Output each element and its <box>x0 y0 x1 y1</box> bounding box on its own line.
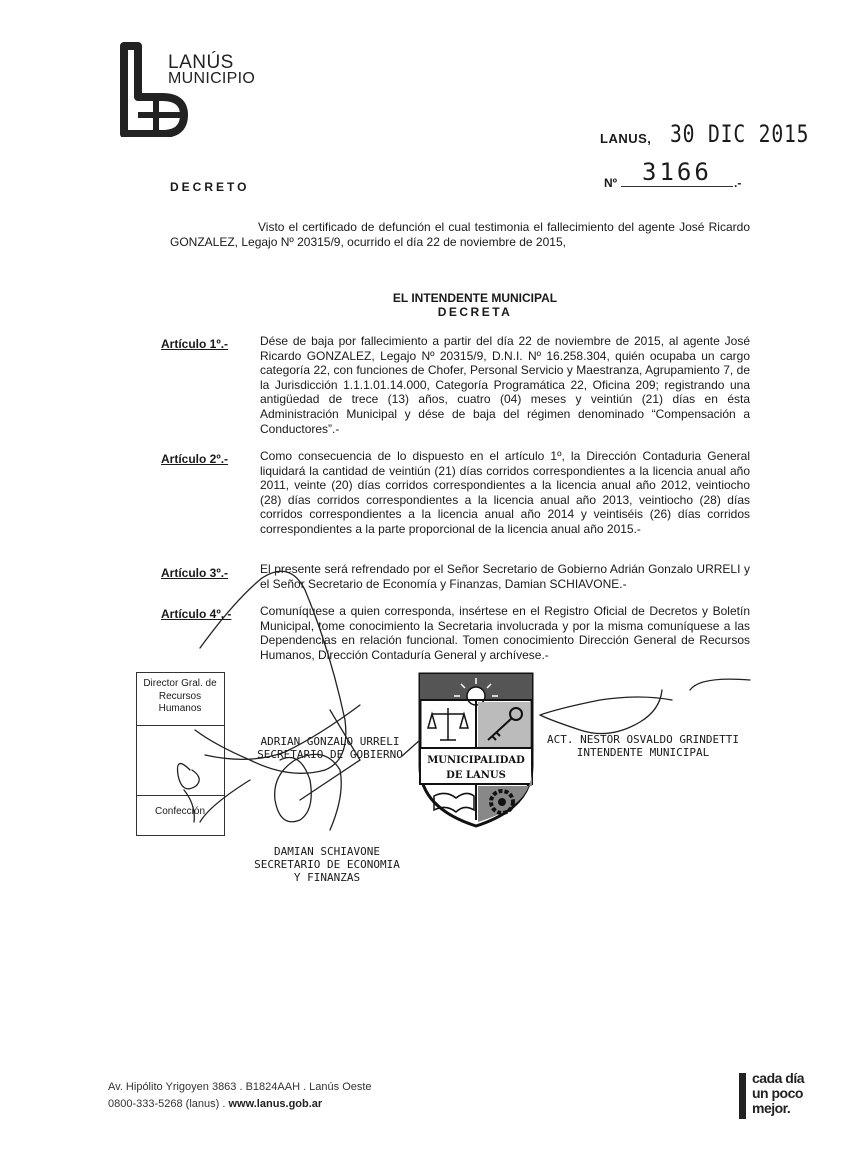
article-1-text: Dése de baja por fallecimiento a partir del día 22 de noviembre de 2015, al agente José Ricardo GONZALEZ, Legajo Nº 20315/9, D.N.I. Nº 16.258.304, quién ocupaba un cargo categoría 22, con funciones de Chofer, Personal Servicio y Maestranza, Agrupamiento 7, de la Jurisdicción 1.1.1.01.14.000, Categoría Programática 22, Oficina 209; registrando una antigüedad de trece (13) años, cuatro (04) meses y veintiún (21) días en ésta Administración Municipal y dése de baja del régimen denominado “Compensación a Conductores”.- <box>260 334 750 436</box>
signature-schiavone-stroke <box>275 754 342 830</box>
approval-box-divider <box>136 795 224 796</box>
slogan-line-1: cada día <box>752 1070 805 1086</box>
article-2-text: Como consecuencia de lo dispuesto en el artículo 1º, la Dirección Contaduria General liquidará la cantidad de veintiún (21) días corridos correspondientes a la licencia anual año 2011, veinte (20) días corridos correspondientes a la licencia anual año 2012, veintiocho (28) días corridos correspondientes a la licencia anual año 2013, veintiocho (28) días corridos correspondientes a la licencia anual año 2014 y veintiséis (26) días corridos correspondientes a la parte proporcional de la licencia anual año 2015.- <box>260 449 750 536</box>
article-3-text: El presente será refrendado por el Señor Secretario de Gobierno Adrián Gonzalo URRELI y el Señor Secretario de Economía y Finanzas, Damian SCHIAVONE.- <box>260 562 750 591</box>
approval-box-confeccion-label: Confección <box>154 806 206 817</box>
slogan-line-3: mejor. <box>752 1100 791 1116</box>
signatory-schiavone-title-2: Y FINANZAS <box>293 871 361 884</box>
footer-website-link[interactable]: www.lanus.gob.ar <box>228 1098 323 1110</box>
slogan-line-2: un poco <box>752 1085 803 1101</box>
signatory-urreli-title: SECRETARIO DE GOBIERNO <box>257 748 403 761</box>
signatory-grindetti-name: ACT. NESTOR OSVALDO GRINDETTI <box>546 733 740 746</box>
visto-paragraph: Visto el certificado de defunción el cual testimonia el fallecimiento del agente José Ricardo GONZALEZ, Legajo Nº 20315/9, ocurrido el día 22 de noviembre de 2015, <box>170 220 750 249</box>
heading-intendente: EL INTENDENTE MUNICIPAL <box>392 291 558 305</box>
article-4-text: Comuníquese a quien corresponda, insértese en el Registro Oficial de Decretos y Boletín Municipal, tome conocimiento la Secretaria involucrada y por la misma comuníquese a las Dependencias en relación funcional. Tomen conocimiento Dirección General de Recursos Humanos, Dirección Contaduría General y archívese.- <box>260 604 750 662</box>
approval-box-divider <box>136 725 224 726</box>
municipal-shield-seal <box>416 670 536 830</box>
number-suffix: .- <box>734 176 742 190</box>
approval-box-director-label: Director Gral. de Recursos Humanos <box>143 678 217 714</box>
document-type: DECRETO <box>170 180 250 194</box>
footer-address: Av. Hipólito Yrigoyen 3863 . B1824AAH . Lanús Oeste <box>108 1081 372 1093</box>
logo-text-municipio: MUNICIPIO <box>168 70 256 87</box>
signatory-schiavone-title-1: SECRETARIO DE ECONOMIA <box>254 858 400 871</box>
article-1-label: Artículo 1º.- <box>161 337 229 351</box>
decree-number: 3166 <box>642 158 712 186</box>
footer-phone: 0800-333-5268 (lanus) . <box>108 1098 226 1110</box>
signatory-grindetti <box>538 733 748 759</box>
slogan-bar <box>739 1073 746 1119</box>
article-3-label: Artículo 3º.- <box>161 566 229 580</box>
slogan <box>752 1071 804 1116</box>
signatory-schiavone-name: DAMIAN SCHIAVONE <box>274 845 380 858</box>
signature-grindetti-stroke <box>540 679 750 733</box>
number-label: Nº <box>604 176 618 190</box>
place-label: LANUS, <box>600 131 652 146</box>
signatory-urreli-name: ADRIAN GONZALO URRELI <box>260 735 400 748</box>
signatory-grindetti-title: INTENDENTE MUNICIPAL <box>576 746 710 759</box>
heading-decreta: DECRETA <box>437 305 513 319</box>
decree-date-stamp: 30 DIC 2015 <box>670 120 810 148</box>
seal-text-line1: MUNICIPALIDAD <box>427 755 525 766</box>
number-underline <box>621 186 733 187</box>
article-4-label: Artículo 4º. - <box>161 607 232 621</box>
article-2-label: Artículo 2º.- <box>161 452 229 466</box>
signatory-urreli <box>230 735 430 761</box>
footer-contact <box>108 1098 322 1110</box>
logo-text-lanus: LANÚS <box>168 52 234 73</box>
seal-text-line2: DE LANUS <box>446 770 506 781</box>
signatory-schiavone <box>232 845 422 884</box>
